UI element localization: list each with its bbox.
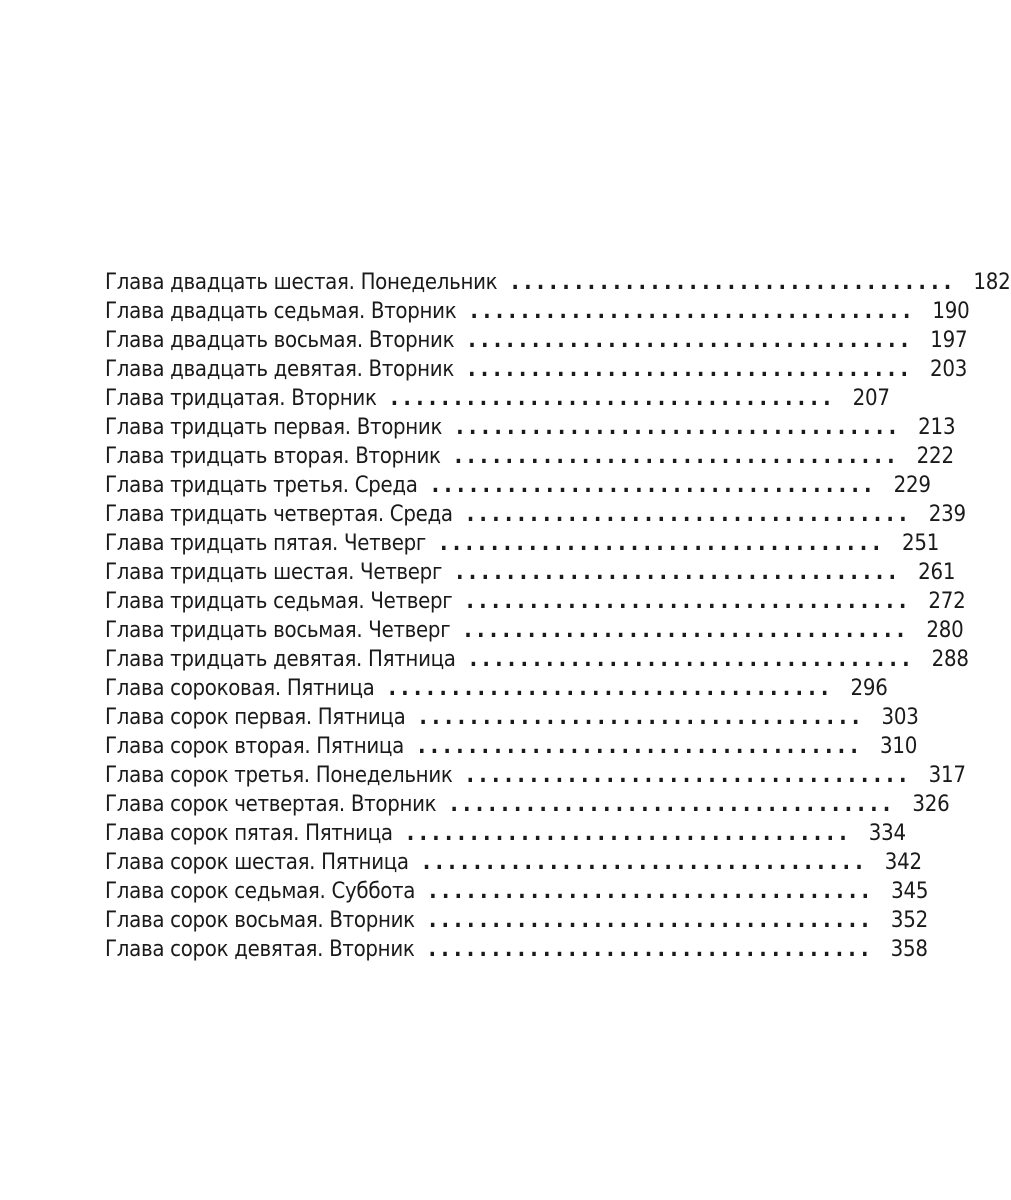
page-number: 197 [930, 328, 968, 353]
toc-entry[interactable] [105, 732, 918, 761]
chapter-title: Глава двадцать девятая. Вторник [105, 357, 454, 382]
toc-entry[interactable] [105, 906, 929, 935]
page-number: 213 [918, 415, 956, 440]
dot-leader: ................................... [464, 618, 910, 643]
toc-entry[interactable] [105, 790, 950, 819]
toc-entry[interactable] [105, 848, 922, 877]
toc-entry[interactable] [105, 442, 954, 471]
toc-entry[interactable] [105, 413, 956, 442]
dot-leader: ................................... [456, 415, 902, 440]
dot-leader: ................................... [429, 879, 875, 904]
chapter-title: Глава тридцать шестая. Четверг [105, 560, 443, 585]
chapter-title: Глава тридцатая. Вторник [105, 386, 377, 411]
page-number: 342 [884, 850, 922, 875]
dot-leader: ................................... [467, 357, 914, 382]
page-number: 303 [881, 705, 919, 730]
toc-entry[interactable] [105, 500, 966, 529]
toc-entry[interactable] [105, 529, 940, 558]
page-number: 190 [932, 299, 970, 324]
page-number: 352 [890, 908, 929, 933]
dot-leader: ................................... [466, 589, 912, 614]
dot-leader: ................................... [450, 792, 896, 817]
chapter-title: Глава сорок третья. Понедельник [105, 763, 453, 788]
chapter-title: Глава тридцать восьмая. Четверг [105, 618, 451, 643]
chapter-title: Глава сорок вторая. Пятница [105, 734, 404, 759]
chapter-title: Глава сорок первая. Пятница [105, 705, 406, 730]
chapter-title: Глава сорок девятая. Вторник [105, 937, 415, 962]
dot-leader: ................................... [466, 763, 912, 788]
chapter-title: Глава тридцать седьмая. Четверг [105, 589, 453, 614]
dot-leader: ................................... [428, 908, 875, 933]
dot-leader: ................................... [454, 444, 900, 469]
page-number: 358 [890, 937, 928, 962]
dot-leader: ................................... [431, 473, 877, 498]
chapter-title: Глава сорок шестая. Пятница [105, 850, 409, 875]
toc-entry[interactable] [105, 297, 970, 326]
page-number: 207 [852, 386, 890, 411]
toc-entry[interactable] [105, 471, 931, 500]
toc-entry[interactable] [105, 819, 906, 848]
page-number: 272 [928, 589, 966, 614]
chapter-title: Глава сорок четвертая. Вторник [105, 792, 437, 817]
toc-entry[interactable] [105, 616, 964, 645]
dot-leader: ................................... [440, 531, 886, 556]
chapter-title: Глава двадцать шестая. Понедельник [105, 270, 498, 295]
chapter-title: Глава сорок пятая. Пятница [105, 821, 393, 846]
dot-leader: ................................... [428, 937, 874, 962]
chapter-title: Глава тридцать вторая. Вторник [105, 444, 441, 469]
page-number: 261 [918, 560, 956, 585]
page-number: 345 [891, 879, 929, 904]
toc-entry[interactable] [105, 674, 888, 703]
dot-leader: ................................... [469, 647, 915, 672]
toc-entry[interactable] [105, 645, 969, 674]
page-number: 251 [902, 531, 940, 556]
chapter-title: Глава тридцать третья. Среда [105, 473, 418, 498]
table-of-contents [105, 268, 1011, 964]
dot-leader: ................................... [390, 386, 836, 411]
chapter-title: Глава тридцать четвертая. Среда [105, 502, 453, 527]
page-number: 203 [930, 357, 968, 382]
page-number: 222 [916, 444, 954, 469]
chapter-title: Глава двадцать седьмая. Вторник [105, 299, 457, 324]
toc-entry[interactable] [105, 703, 919, 732]
dot-leader: ................................... [468, 328, 914, 353]
dot-leader: ................................... [388, 676, 834, 701]
dot-leader: ................................... [419, 705, 865, 730]
toc-entry[interactable] [105, 384, 890, 413]
page-number: 280 [926, 618, 964, 643]
dot-leader: ................................... [511, 270, 957, 295]
page-number: 229 [893, 473, 931, 498]
page-number: 296 [850, 676, 888, 701]
chapter-title: Глава сороковая. Пятница [105, 676, 375, 701]
toc-entry[interactable] [105, 587, 966, 616]
page-number: 334 [868, 821, 906, 846]
toc-entry[interactable] [105, 935, 928, 964]
dot-leader: ................................... [470, 299, 916, 324]
page-number: 182 [973, 270, 1011, 295]
page-number: 310 [879, 734, 918, 759]
chapter-title: Глава тридцать первая. Вторник [105, 415, 443, 440]
chapter-title: Глава сорок седьмая. Суббота [105, 879, 416, 904]
dot-leader: ................................... [466, 502, 912, 527]
toc-entry[interactable] [105, 558, 956, 587]
toc-entry[interactable] [105, 877, 929, 906]
page-number: 239 [928, 502, 966, 527]
page-number: 317 [928, 763, 966, 788]
chapter-title: Глава тридцать пятая. Четверг [105, 531, 427, 556]
page-number: 288 [931, 647, 969, 672]
toc-entry[interactable] [105, 326, 968, 355]
toc-entry[interactable] [105, 268, 1011, 297]
dot-leader: ................................... [456, 560, 902, 585]
dot-leader: ................................... [406, 821, 852, 846]
page-number: 326 [912, 792, 950, 817]
chapter-title: Глава сорок восьмая. Вторник [105, 908, 415, 933]
chapter-title: Глава двадцать восьмая. Вторник [105, 328, 455, 353]
toc-entry[interactable] [105, 355, 968, 384]
chapter-title: Глава тридцать девятая. Пятница [105, 647, 456, 672]
toc-entry[interactable] [105, 761, 966, 790]
dot-leader: ................................... [422, 850, 868, 875]
dot-leader: ................................... [417, 734, 864, 759]
